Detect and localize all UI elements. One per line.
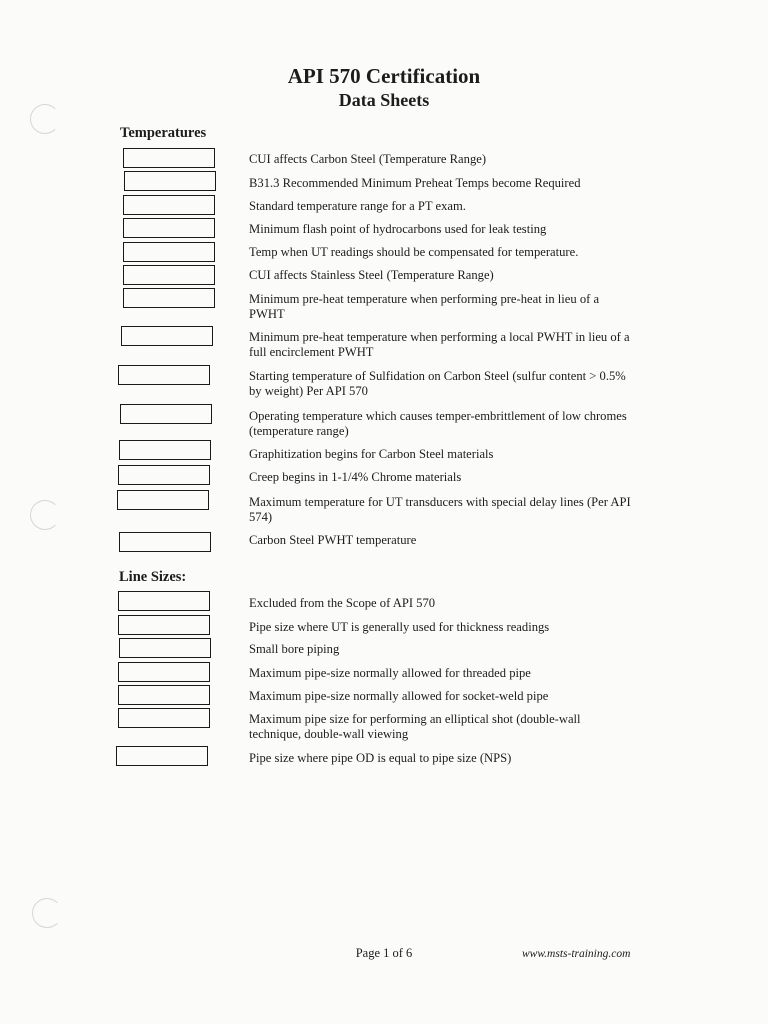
question-label: Creep begins in 1-1/4% Chrome materials xyxy=(249,470,462,484)
question-label: Minimum pre-heat temperature when performing pre-heat in lieu of a PWHT xyxy=(249,292,600,321)
answer-box[interactable] xyxy=(119,638,211,658)
answer-box[interactable] xyxy=(118,662,210,682)
answer-box[interactable] xyxy=(117,490,209,510)
question-label: Excluded from the Scope of API 570 xyxy=(249,596,436,610)
answer-box[interactable] xyxy=(118,615,210,635)
punch-hole-middle xyxy=(30,500,60,530)
answer-box[interactable] xyxy=(123,218,215,238)
question-label: Operating temperature which causes temper-embrittlement of low chromes (temperature range) xyxy=(249,409,627,438)
question-label: B31.3 Recommended Minimum Preheat Temps become Required xyxy=(249,176,581,190)
answer-box[interactable] xyxy=(123,195,215,215)
answer-box[interactable] xyxy=(118,591,210,611)
question-label: Starting temperature of Sulfidation on Carbon Steel (sulfur content > 0.5% by weight) Per API 570 xyxy=(249,369,626,398)
answer-box[interactable] xyxy=(123,242,215,262)
page-title: API 570 Certification xyxy=(287,64,481,88)
answer-box[interactable] xyxy=(123,148,215,168)
question-label: Minimum flash point of hydrocarbons used for leak testing xyxy=(249,222,547,236)
question-label: Maximum temperature for UT transducers with special delay lines (Per API 574) xyxy=(249,495,631,524)
answer-box[interactable] xyxy=(118,465,210,485)
question-label: Maximum pipe-size normally allowed for threaded pipe xyxy=(249,666,531,680)
footer-url: www.msts-training.com xyxy=(522,948,631,960)
answer-box[interactable] xyxy=(119,440,211,460)
answer-box[interactable] xyxy=(123,265,215,285)
question-label: Graphitization begins for Carbon Steel materials xyxy=(249,447,494,461)
question-label: Temp when UT readings should be compensated for temperature. xyxy=(249,245,579,259)
answer-box[interactable] xyxy=(121,326,213,346)
answer-box[interactable] xyxy=(124,171,216,191)
section-heading-temperatures: Temperatures xyxy=(120,125,207,141)
answer-box[interactable] xyxy=(118,685,210,705)
question-label: Small bore piping xyxy=(249,642,340,656)
page-subtitle: Data Sheets xyxy=(338,90,430,110)
answer-box[interactable] xyxy=(123,288,215,308)
page-number: Page 1 of 6 xyxy=(355,946,413,960)
question-label: CUI affects Carbon Steel (Temperature Range) xyxy=(249,152,487,166)
answer-box[interactable] xyxy=(118,708,210,728)
answer-box[interactable] xyxy=(120,404,212,424)
question-label: Minimum pre-heat temperature when performing a local PWHT in lieu of a full encirclement PWHT xyxy=(249,330,630,359)
answer-box[interactable] xyxy=(116,746,208,766)
answer-box[interactable] xyxy=(118,365,210,385)
answer-box[interactable] xyxy=(119,532,211,552)
question-label: Maximum pipe size for performing an elliptical shot (double-wall technique, double-wall viewing xyxy=(249,712,581,741)
question-label: Carbon Steel PWHT temperature xyxy=(249,533,417,547)
question-label: Maximum pipe-size normally allowed for socket-weld pipe xyxy=(249,689,549,703)
question-label: Pipe size where UT is generally used for thickness readings xyxy=(249,620,550,634)
question-label: CUI affects Stainless Steel (Temperature Range) xyxy=(249,268,494,282)
question-label: Pipe size where pipe OD is equal to pipe size (NPS) xyxy=(249,751,512,765)
punch-hole-bottom xyxy=(32,898,62,928)
question-label: Standard temperature range for a PT exam. xyxy=(249,199,466,213)
section-heading-line-sizes: Line Sizes: xyxy=(119,569,187,585)
